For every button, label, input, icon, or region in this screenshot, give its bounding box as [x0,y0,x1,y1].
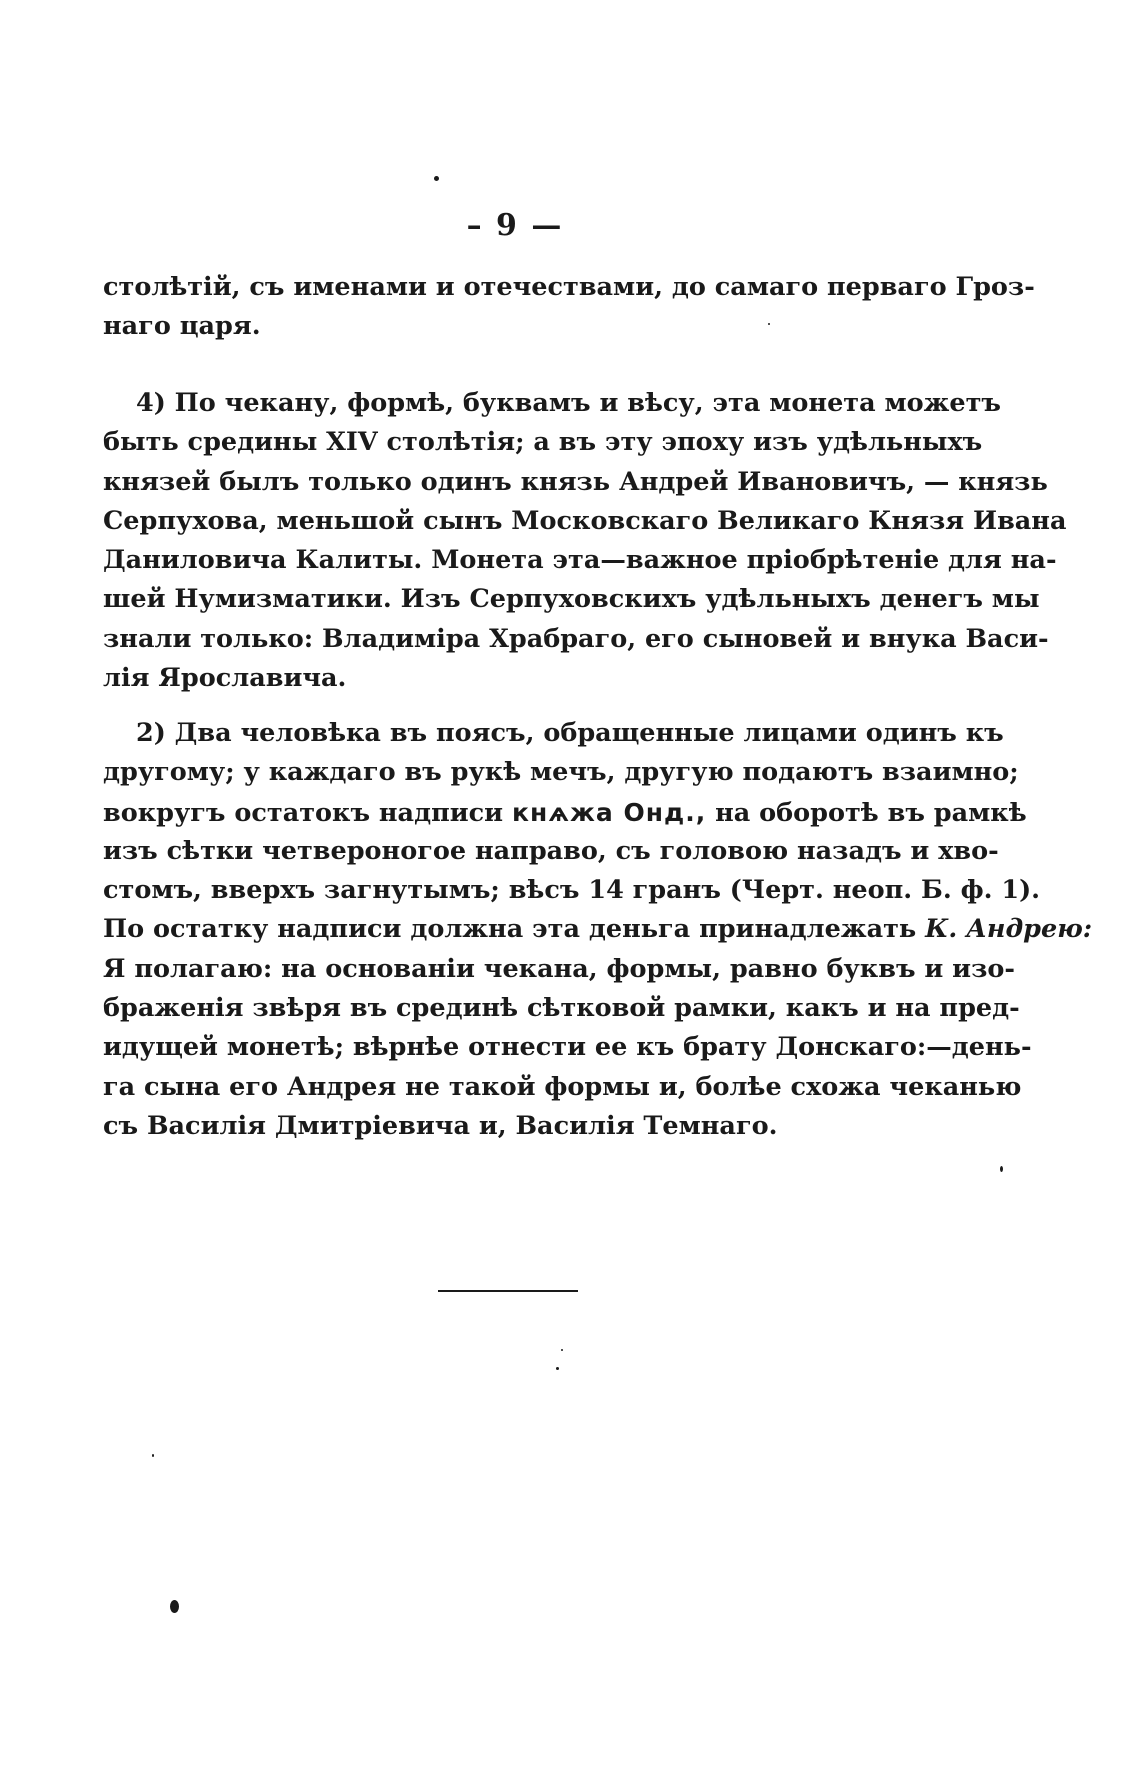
text-line: 4) По чекану, формѣ, буквамъ и вѣсу, эта монета можетъ [136,388,1001,418]
continuation-paragraph [103,268,1035,347]
scan-speck [1000,1166,1003,1172]
scan-speck [768,323,770,325]
text-segment: вокругъ остатокъ надписи [103,797,504,828]
text-line: съ Василія Дмитріевича и, Василія Темнаго. [103,1110,778,1141]
paragraph-2 [103,714,1093,1146]
text-line: 2) Два человѣка въ поясъ, обращенные лицами одинъ къ [136,718,1004,748]
old-slavonic-inscription: кнѧжа Онд., [511,797,707,827]
text-line: стомъ, вверхъ загнутымъ; вѣсъ 14 гранъ (Черт. неоп. Б. ф. 1). [103,875,1041,906]
scan-speck [561,1349,563,1351]
text-line: Серпухова, меньшой сынъ Московскаго Великаго Князя Ивана [103,505,1067,536]
scan-speck [152,1454,154,1457]
text-line: быть средины XIV столѣтія; а въ эту эпоху изъ удѣльныхъ [103,427,983,458]
page-number: – 9 — [466,208,564,243]
paragraph-4 [103,384,1067,698]
text-line: га сына его Андрея не такой формы и, болѣе схожа чеканью [103,1071,1022,1102]
text-line: другому; у каждаго въ рукѣ мечъ, другую подаютъ взаимно; [103,757,1019,788]
text-line: Даниловича Калиты. Монета эта—важное пріобрѣтеніе для на- [103,545,1057,576]
end-rule [438,1290,578,1292]
text-line: Я полагаю: на основаніи чекана, формы, равно буквъ и изо- [103,953,1015,984]
text-line: лія Ярославича. [103,663,347,694]
scan-speck [434,176,439,181]
text-segment: на оборотѣ въ рамкѣ [715,797,1027,828]
text-line-with-inscription [103,793,1027,832]
text-line: знали только: Владиміра Храбраго, его сыновей и внука Васи- [103,623,1049,654]
text-line-with-italic [103,910,1093,949]
text-line: князей былъ только одинъ князь Андрей Ивановичъ, — князь [103,466,1048,497]
scan-speck [170,1600,179,1613]
text-line: наго царя. [103,311,261,342]
text-line: браженія звѣря въ срединѣ сѣтковой рамки, какъ и на пред- [103,993,1020,1024]
scan-speck [556,1367,559,1370]
text-line: столѣтій, съ именами и отечествами, до самаго перваго Гроз- [103,272,1035,302]
italic-name: К. Андрею: [925,914,1093,945]
text-segment: По остатку надписи должна эта деньга принадлежать [103,914,917,945]
text-line: идущей монетѣ; вѣрнѣе отнести ее къ брату Донскаго:—день- [103,1032,1032,1063]
text-line: шей Нумизматики. Изъ Серпуховскихъ удѣльныхъ денегъ мы [103,584,1040,615]
text-line: изъ сѣтки четвероногое направо, съ головою назадъ и хво- [103,835,999,866]
